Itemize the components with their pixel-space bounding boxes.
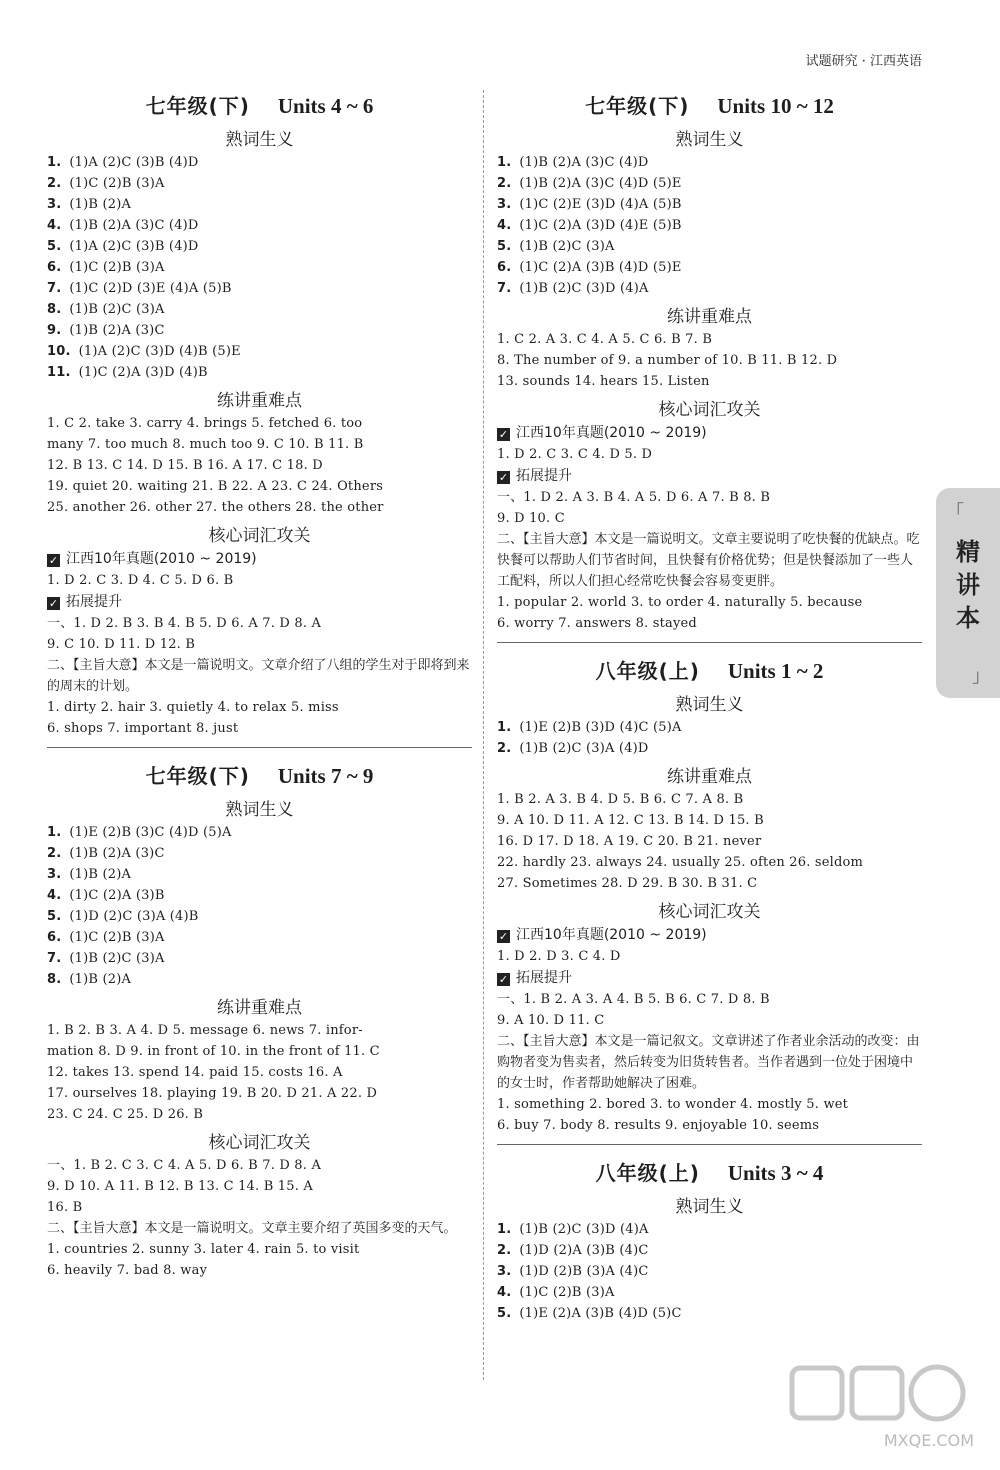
question-number: 10. (47, 344, 71, 359)
bracket-icon: 」 (972, 666, 990, 687)
left-column (47, 90, 472, 1281)
unit-grade: 八年级(上) (595, 1161, 700, 1185)
answer-text: (1)B (2)A (3)C (4)D (69, 218, 199, 233)
answer-row (497, 236, 922, 257)
question-number: 11. (47, 365, 71, 380)
answer-row (497, 278, 922, 299)
section-title: 核心词汇攻关 (208, 1133, 311, 1153)
right-column (497, 90, 922, 1324)
question-number: 4. (497, 1285, 512, 1300)
answer-row: 13. sounds 14. hears 15. Listen (497, 374, 710, 389)
check-icon: ✓ (48, 597, 59, 610)
unit-divider (497, 642, 922, 643)
answer-row (497, 1219, 922, 1240)
tuozhan-label: 拓展提升 (66, 594, 122, 610)
unit-title (497, 1157, 922, 1186)
answer-row (497, 1303, 922, 1324)
unit-title (497, 90, 922, 119)
answer-text: (1)A (2)C (3)B (4)D (69, 239, 199, 254)
zhenti-label: 江西10年真题(2010 ~ 2019) (66, 551, 257, 567)
question-number: 2. (497, 176, 512, 191)
answer-row (47, 906, 472, 927)
answer-text: (1)D (2)A (3)B (4)C (519, 1243, 649, 1258)
answer-row (497, 1240, 922, 1261)
unit-grade: 八年级(上) (595, 659, 700, 683)
answer-row (47, 278, 472, 299)
answer-row: 9. D 10. A 11. B 12. B 13. C 14. B 15. A (47, 1179, 313, 1194)
answer-text: (1)C (2)A (3)B (4)D (5)E (519, 260, 682, 275)
check-icon: ✓ (498, 930, 509, 943)
answer-row (47, 215, 472, 236)
section-title: 核心词汇攻关 (658, 902, 761, 922)
question-number: 5. (497, 1306, 512, 1321)
side-tab-label (936, 536, 1000, 635)
unit-range: Units 4 ~ 6 (277, 94, 374, 118)
answer-row: many 7. too much 8. much too 9. C 10. B 11. B (47, 437, 364, 452)
answer-row: 一、1. B 2. A 3. A 4. B 5. B 6. C 7. D 8. B (497, 992, 770, 1007)
answer-text: (1)B (2)C (3)A (69, 302, 165, 317)
answer-text: (1)E (2)A (3)B (4)D (5)C (519, 1306, 682, 1321)
answer-row: 23. C 24. C 25. D 26. B (47, 1107, 204, 1122)
answer-row (497, 738, 922, 759)
answer-row (497, 1261, 922, 1282)
question-number: 5. (497, 239, 512, 254)
zhenti-heading (47, 548, 472, 570)
tuozhan-heading (47, 591, 472, 613)
bracket-icon: 「 (946, 502, 964, 523)
answer-row: 1. B 2. B 3. A 4. D 5. message 6. news 7. infor- (47, 1023, 363, 1038)
answer-row: 25. another 26. other 27. the others 28. the other (47, 500, 384, 515)
answer-row (47, 969, 472, 990)
question-number: 7. (47, 281, 62, 296)
answer-text: (1)D (2)B (3)A (4)C (519, 1264, 649, 1279)
section-title: 熟词生义 (675, 130, 744, 150)
unit-range: Units 3 ~ 4 (727, 1161, 824, 1185)
answer-text: (1)B (2)A (3)C (4)D (519, 155, 649, 170)
zhenti-label: 江西10年真题(2010 ~ 2019) (516, 425, 707, 441)
main-idea: 二、【主旨大意】本文是一篇说明文。文章主要介绍了英国多变的天气。 (47, 1221, 457, 1236)
answer-row: 6. heavily 7. bad 8. way (47, 1263, 208, 1278)
answer-row: 22. hardly 23. always 24. usually 25. often 26. seldom (497, 855, 864, 870)
answer-row: 6. worry 7. answers 8. stayed (497, 616, 697, 631)
answer-row: 一、1. D 2. B 3. B 4. B 5. D 6. A 7. D 8. A (47, 616, 322, 631)
check-icon: ✓ (498, 428, 509, 441)
answer-text: (1)B (2)A (69, 867, 132, 882)
answer-row (497, 215, 922, 236)
question-number: 5. (47, 239, 62, 254)
question-number: 6. (47, 260, 62, 275)
main-idea: 二、【主旨大意】本文是一篇说明文。文章介绍了八组的学生对于即将到来的周末的计划。 (47, 658, 470, 694)
tuozhan-label: 拓展提升 (516, 970, 572, 986)
unit-grade: 七年级(下) (145, 94, 250, 118)
question-number: 3. (47, 867, 62, 882)
answer-row (47, 843, 472, 864)
zhenti-label: 江西10年真题(2010 ~ 2019) (516, 927, 707, 943)
answer-text: (1)B (2)A (69, 197, 132, 212)
unit-range: Units 10 ~ 12 (717, 94, 834, 118)
question-number: 2. (497, 741, 512, 756)
question-number: 4. (47, 218, 62, 233)
answer-text: (1)C (2)A (3)D (4)E (5)B (519, 218, 682, 233)
answer-text: (1)A (2)C (3)B (4)D (69, 155, 199, 170)
answer-row: 一、1. B 2. C 3. C 4. A 5. D 6. B 7. D 8. A (47, 1158, 322, 1173)
answer-row: 9. A 10. D 11. C (497, 1013, 605, 1028)
answer-row: 1. C 2. A 3. C 4. A 5. C 6. B 7. B (497, 332, 713, 347)
answer-row: 8. The number of 9. a number of 10. B 11. B 12. D (497, 353, 838, 368)
answer-text: (1)B (2)C (3)A (69, 951, 165, 966)
unit-title (47, 760, 472, 789)
answer-row: 1. C 2. take 3. carry 4. brings 5. fetched 6. too (47, 416, 363, 431)
answer-row (47, 152, 472, 173)
answer-row: 16. B (47, 1200, 83, 1215)
answer-row: 12. B 13. C 14. D 15. B 16. A 17. C 18. D (47, 458, 323, 473)
check-icon: ✓ (498, 973, 509, 986)
question-number: 3. (497, 1264, 512, 1279)
section-title: 核心词汇攻关 (658, 400, 761, 420)
question-number: 8. (47, 972, 62, 987)
section-title: 熟词生义 (675, 1197, 744, 1217)
answer-text: (1)E (2)B (3)C (4)D (5)A (69, 825, 232, 840)
answer-row: 1. something 2. bored 3. to wonder 4. mostly 5. wet (497, 1097, 849, 1112)
answer-row (47, 341, 472, 362)
answer-text: (1)B (2)C (3)A (519, 239, 615, 254)
question-number: 7. (47, 951, 62, 966)
answer-row (47, 362, 472, 383)
unit-grade: 七年级(下) (585, 94, 690, 118)
tuozhan-label: 拓展提升 (516, 468, 572, 484)
unit-title (47, 90, 472, 119)
unit-range: Units 1 ~ 2 (727, 659, 824, 683)
answer-row: 1. B 2. A 3. B 4. D 5. B 6. C 7. A 8. B (497, 792, 744, 807)
question-number: 1. (497, 1222, 512, 1237)
answer-row (47, 236, 472, 257)
answer-row (497, 1282, 922, 1303)
question-number: 4. (47, 888, 62, 903)
answer-row: 12. takes 13. spend 14. paid 15. costs 16. A (47, 1065, 343, 1080)
answer-row: 9. C 10. D 11. D 12. B (47, 637, 196, 652)
watermark-logo (762, 1360, 982, 1450)
answer-row (47, 948, 472, 969)
side-tab-char: 讲 (956, 571, 980, 599)
answer-row (47, 173, 472, 194)
section-title: 练讲重难点 (217, 998, 302, 1018)
question-number: 9. (47, 323, 62, 338)
section-title: 熟词生义 (675, 695, 744, 715)
answer-row (497, 173, 922, 194)
answer-text: (1)D (2)C (3)A (4)B (69, 909, 199, 924)
unit-title (497, 655, 922, 684)
section-title: 练讲重难点 (667, 767, 752, 787)
answer-text: (1)C (2)D (3)E (4)A (5)B (69, 281, 232, 296)
answer-row (47, 194, 472, 215)
question-number: 1. (47, 155, 62, 170)
answer-text: (1)A (2)C (3)D (4)B (5)E (78, 344, 241, 359)
question-number: 1. (497, 720, 512, 735)
unit-grade: 七年级(下) (145, 764, 250, 788)
section-title: 练讲重难点 (217, 391, 302, 411)
answer-row (47, 257, 472, 278)
answer-row: 19. quiet 20. waiting 21. B 22. A 23. C 24. Others (47, 479, 384, 494)
answer-text: (1)B (2)A (3)C (69, 323, 165, 338)
answer-text: (1)C (2)B (3)A (69, 260, 165, 275)
answer-row (497, 717, 922, 738)
side-tab-char: 本 (956, 604, 980, 632)
answer-row: 1. countries 2. sunny 3. later 4. rain 5. to visit (47, 1242, 360, 1257)
answer-text: (1)B (2)A (3)C (4)D (5)E (519, 176, 682, 191)
section-title: 练讲重难点 (667, 307, 752, 327)
answer-text: (1)C (2)B (3)A (519, 1285, 615, 1300)
answer-text: (1)E (2)B (3)D (4)C (5)A (519, 720, 682, 735)
answer-row: 6. buy 7. body 8. results 9. enjoyable 10. seems (497, 1118, 820, 1133)
answer-row: 1. popular 2. world 3. to order 4. naturally 5. because (497, 595, 863, 610)
unit-divider (47, 747, 472, 748)
unit-range: Units 7 ~ 9 (277, 764, 374, 788)
zhenti-heading (497, 422, 922, 444)
answer-row: 1. dirty 2. hair 3. quietly 4. to relax 5. miss (47, 700, 339, 715)
answer-text: (1)B (2)C (3)D (4)A (519, 1222, 649, 1237)
watermark-text: MXQE.COM (883, 1431, 974, 1450)
check-icon: ✓ (498, 471, 509, 484)
answer-row: 一、1. D 2. A 3. B 4. A 5. D 6. A 7. B 8. B (497, 490, 771, 505)
answer-row (47, 864, 472, 885)
main-idea: 二、【主旨大意】本文是一篇记叙文。文章讲述了作者业余活动的改变：由购物者变为售卖者，然后转变为旧货转售者。当作者遇到一位处于困境中的女士时，作者帮助她解决了困难。 (497, 1034, 920, 1091)
answer-row: 9. A 10. D 11. A 12. C 13. B 14. D 15. B (497, 813, 764, 828)
answer-row: 27. Sometimes 28. D 29. B 30. B 31. C (497, 876, 758, 891)
page-header: 试题研究 · 江西英语 (805, 54, 922, 69)
section-title: 熟词生义 (225, 800, 294, 820)
check-icon: ✓ (48, 554, 59, 567)
answer-text: (1)C (2)B (3)A (69, 176, 165, 191)
answer-text: (1)C (2)B (3)A (69, 930, 165, 945)
answer-row: 1. D 2. C 3. C 4. D 5. D (497, 447, 653, 462)
answer-row (497, 194, 922, 215)
unit-divider (497, 1144, 922, 1145)
section-title: 核心词汇攻关 (208, 526, 311, 546)
answer-text: (1)C (2)A (3)D (4)B (78, 365, 208, 380)
question-number: 2. (47, 846, 62, 861)
answer-row (47, 822, 472, 843)
section-title: 熟词生义 (225, 130, 294, 150)
answer-row: 1. D 2. C 3. D 4. C 5. D 6. B (47, 573, 234, 588)
question-number: 3. (47, 197, 62, 212)
column-divider (483, 90, 484, 1380)
question-number: 2. (497, 1243, 512, 1258)
question-number: 1. (497, 155, 512, 170)
zhenti-heading (497, 924, 922, 946)
answer-text: (1)B (2)A (3)C (69, 846, 165, 861)
question-number: 7. (497, 281, 512, 296)
answer-row (497, 257, 922, 278)
answer-text: (1)C (2)E (3)D (4)A (5)B (519, 197, 682, 212)
question-number: 2. (47, 176, 62, 191)
answer-row: 16. D 17. D 18. A 19. C 20. B 21. never (497, 834, 762, 849)
side-tab-char: 精 (956, 538, 980, 566)
answer-row: 17. ourselves 18. playing 19. B 20. D 21. A 22. D (47, 1086, 378, 1101)
question-number: 1. (47, 825, 62, 840)
answer-text: (1)B (2)C (3)D (4)A (519, 281, 649, 296)
answer-row: mation 8. D 9. in front of 10. in the front of 11. C (47, 1044, 380, 1059)
answer-text: (1)B (2)A (69, 972, 132, 987)
question-number: 3. (497, 197, 512, 212)
answer-row (47, 927, 472, 948)
question-number: 6. (497, 260, 512, 275)
side-tab (936, 488, 1000, 698)
answer-text: (1)B (2)C (3)A (4)D (519, 741, 649, 756)
question-number: 6. (47, 930, 62, 945)
main-idea: 二、【主旨大意】本文是一篇说明文。文章主要说明了吃快餐的优缺点。吃快餐可以帮助人们节省时间，且快餐有价格优势；但是快餐添加了一些人工配料，所以人们担心经常吃快餐会容易变更胖。 (497, 532, 920, 589)
answer-row (47, 299, 472, 320)
answer-row: 9. D 10. C (497, 511, 565, 526)
answer-text: (1)C (2)A (3)B (69, 888, 165, 903)
answer-row: 1. D 2. D 3. C 4. D (497, 949, 621, 964)
tuozhan-heading (497, 465, 922, 487)
answer-row (47, 320, 472, 341)
question-number: 4. (497, 218, 512, 233)
tuozhan-heading (497, 967, 922, 989)
answer-row (497, 152, 922, 173)
answer-row (47, 885, 472, 906)
question-number: 8. (47, 302, 62, 317)
question-number: 5. (47, 909, 62, 924)
answer-row: 6. shops 7. important 8. just (47, 721, 239, 736)
